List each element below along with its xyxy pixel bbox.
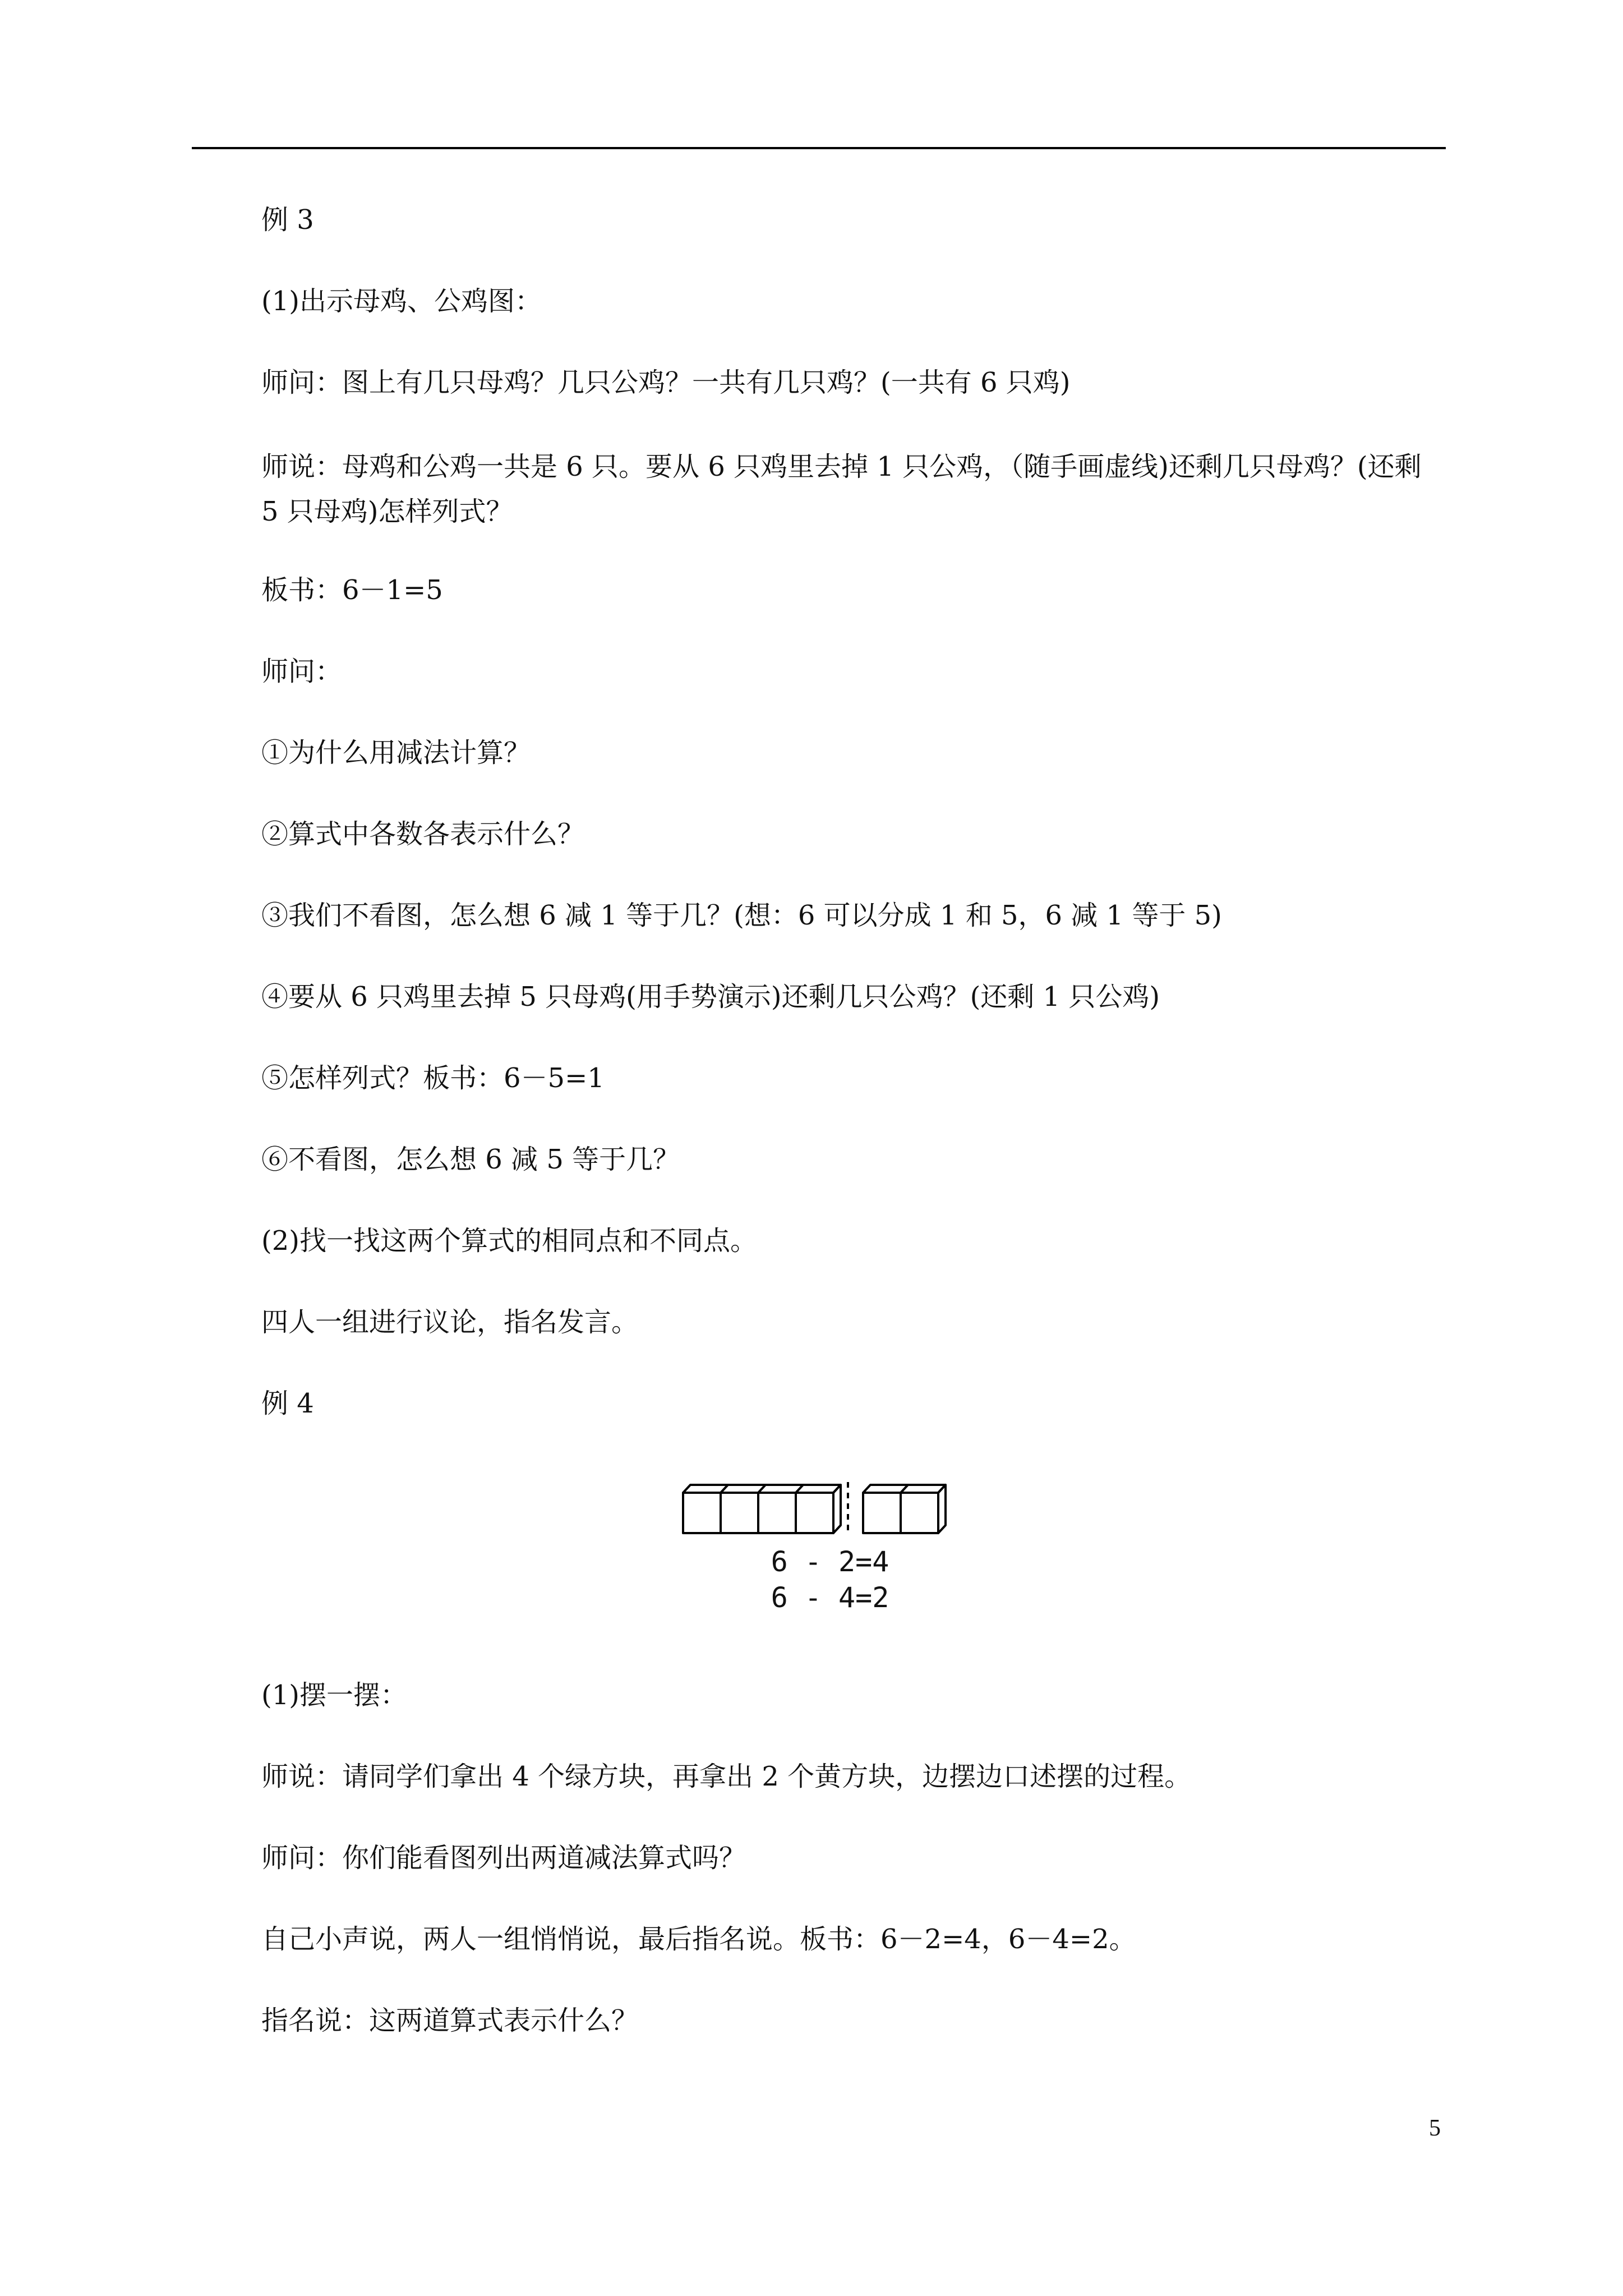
paragraph-9: 师说：请同学们拿出 4 个绿方块，再拿出 2 个黄方块，边摆边口述摆的过程。 [261, 1761, 1192, 1792]
figure-equation-1: 6 - 2=4 [771, 1545, 889, 1578]
paragraph-10: 师问：你们能看图列出两道减法算式吗？ [261, 1842, 746, 1874]
paragraph-8: (1)摆一摆： [261, 1680, 407, 1711]
question-2: ②算式中各数各表示什么？ [261, 818, 585, 850]
example-4-heading: 例 4 [261, 1388, 314, 1419]
question-6: ⑥不看图，怎么想 6 减 5 等于几？ [261, 1144, 680, 1175]
example-3-heading: 例 3 [261, 204, 314, 236]
paragraph-12: 指名说：这两道算式表示什么？ [261, 2005, 639, 2036]
paragraph-1: (1)出示母鸡、公鸡图： [261, 286, 542, 317]
question-1: ①为什么用减法计算？ [261, 737, 531, 769]
figure-equation-2: 6 - 4=2 [771, 1581, 889, 1614]
block-figure [673, 1470, 965, 1632]
paragraph-6: (2)找一找这两个算式的相同点和不同点。 [261, 1225, 757, 1257]
paragraph-5: 师问： [261, 656, 343, 687]
page-number: 5 [1429, 2115, 1441, 2141]
right-block-group [863, 1485, 946, 1533]
header-rule [192, 147, 1446, 149]
paragraph-11: 自己小声说，两人一组悄悄说，最后指名说。板书：6－2=4，6－4=2。 [261, 1924, 1136, 1955]
paragraph-7: 四人一组进行议论，指名发言。 [261, 1306, 639, 1338]
left-block-group [683, 1485, 841, 1533]
question-5: ⑤怎样列式？板书：6－5=1 [261, 1062, 605, 1094]
paragraph-2: 师问：图上有几只母鸡？几只公鸡？一共有几只鸡？(一共有 6 只鸡) [261, 367, 1071, 398]
question-3: ③我们不看图，怎么想 6 减 1 等于几？(想：6 可以分成 1 和 5，6 减 1 等于 5) [261, 900, 1222, 931]
paragraph-3: 师说：母鸡和公鸡一共是 6 只。要从 6 只鸡里去掉 1 只公鸡，（随手画虚线)还剩几只母鸡？(还剩 5 只母鸡)怎样列式？ [261, 451, 1422, 527]
paragraph-4: 板书：6－1=5 [261, 574, 443, 606]
question-4: ④要从 6 只鸡里去掉 5 只母鸡(用手势演示)还剩几只公鸡？(还剩 1 只公鸡) [261, 981, 1160, 1013]
